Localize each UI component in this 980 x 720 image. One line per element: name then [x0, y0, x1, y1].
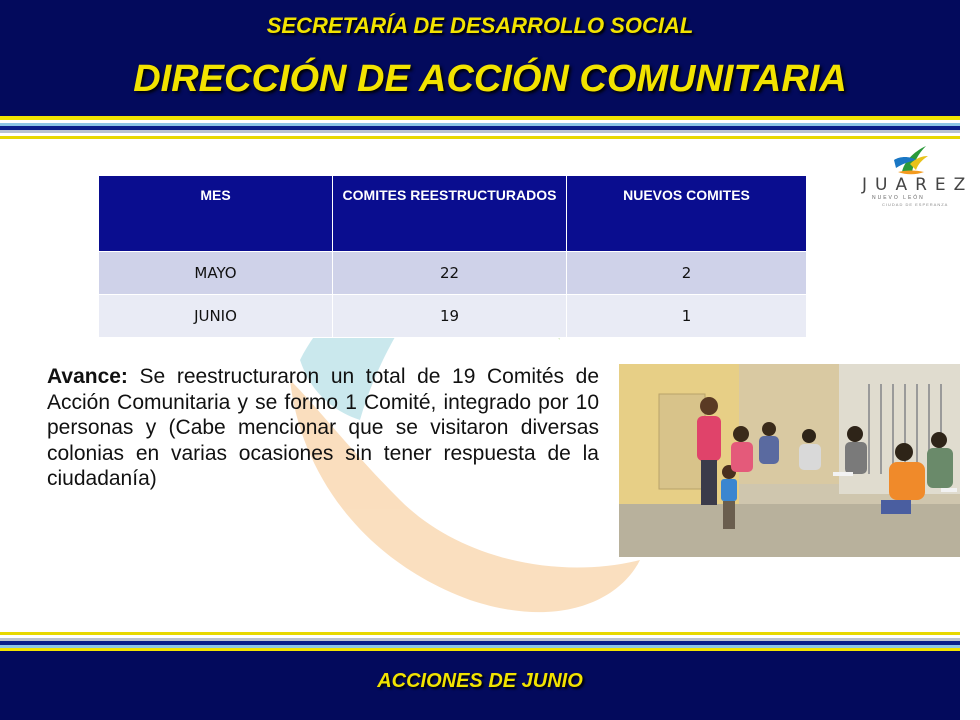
column-header-restructured: COMITES REESTRUCTURADOS: [333, 176, 567, 252]
table-cell-new: 1: [567, 295, 807, 338]
logo-emblem-icon: [858, 142, 960, 176]
header-stripe-yellow-2: [0, 136, 960, 139]
logo-wordmark: JUAREZ: [862, 175, 974, 195]
table-header-row: [99, 176, 807, 252]
table-cell-month: MAYO: [99, 252, 333, 295]
table-row: [99, 252, 807, 295]
community-meeting-photo: [619, 364, 960, 557]
page-title: DIRECCIÓN DE ACCIÓN COMUNITARIA: [133, 58, 847, 100]
progress-body: Se reestructuraron un total de 19 Comités de Acción Comunitaria y se formo 1 Comité, integrado por 10 personas y (Cabe mencionar que se visitaron diversas colonias en varias ocasiones sin tener respuesta de la ciudadanía): [47, 365, 599, 490]
progress-label: Avance:: [47, 365, 128, 388]
table-cell-month: JUNIO: [99, 295, 333, 338]
header-subtitle: SECRETARÍA DE DESARROLLO SOCIAL: [266, 13, 694, 38]
table-row: [99, 295, 807, 338]
logo-tagline-2: CIUDAD DE ESPERANZA: [882, 202, 949, 207]
column-header-month: MES: [99, 176, 333, 252]
table-cell-new: 2: [567, 252, 807, 295]
table-cell-restructured: 22: [333, 252, 567, 295]
progress-paragraph: [47, 364, 599, 492]
footer-label: ACCIONES DE JUNIO: [377, 670, 583, 692]
juarez-logo: [858, 142, 974, 212]
photo-illustration: [619, 364, 960, 557]
column-header-new: NUEVOS COMITES: [567, 176, 807, 252]
committees-table: [98, 175, 807, 338]
logo-tagline: NUEVO LEÓN: [872, 195, 925, 201]
table-cell-restructured: 19: [333, 295, 567, 338]
